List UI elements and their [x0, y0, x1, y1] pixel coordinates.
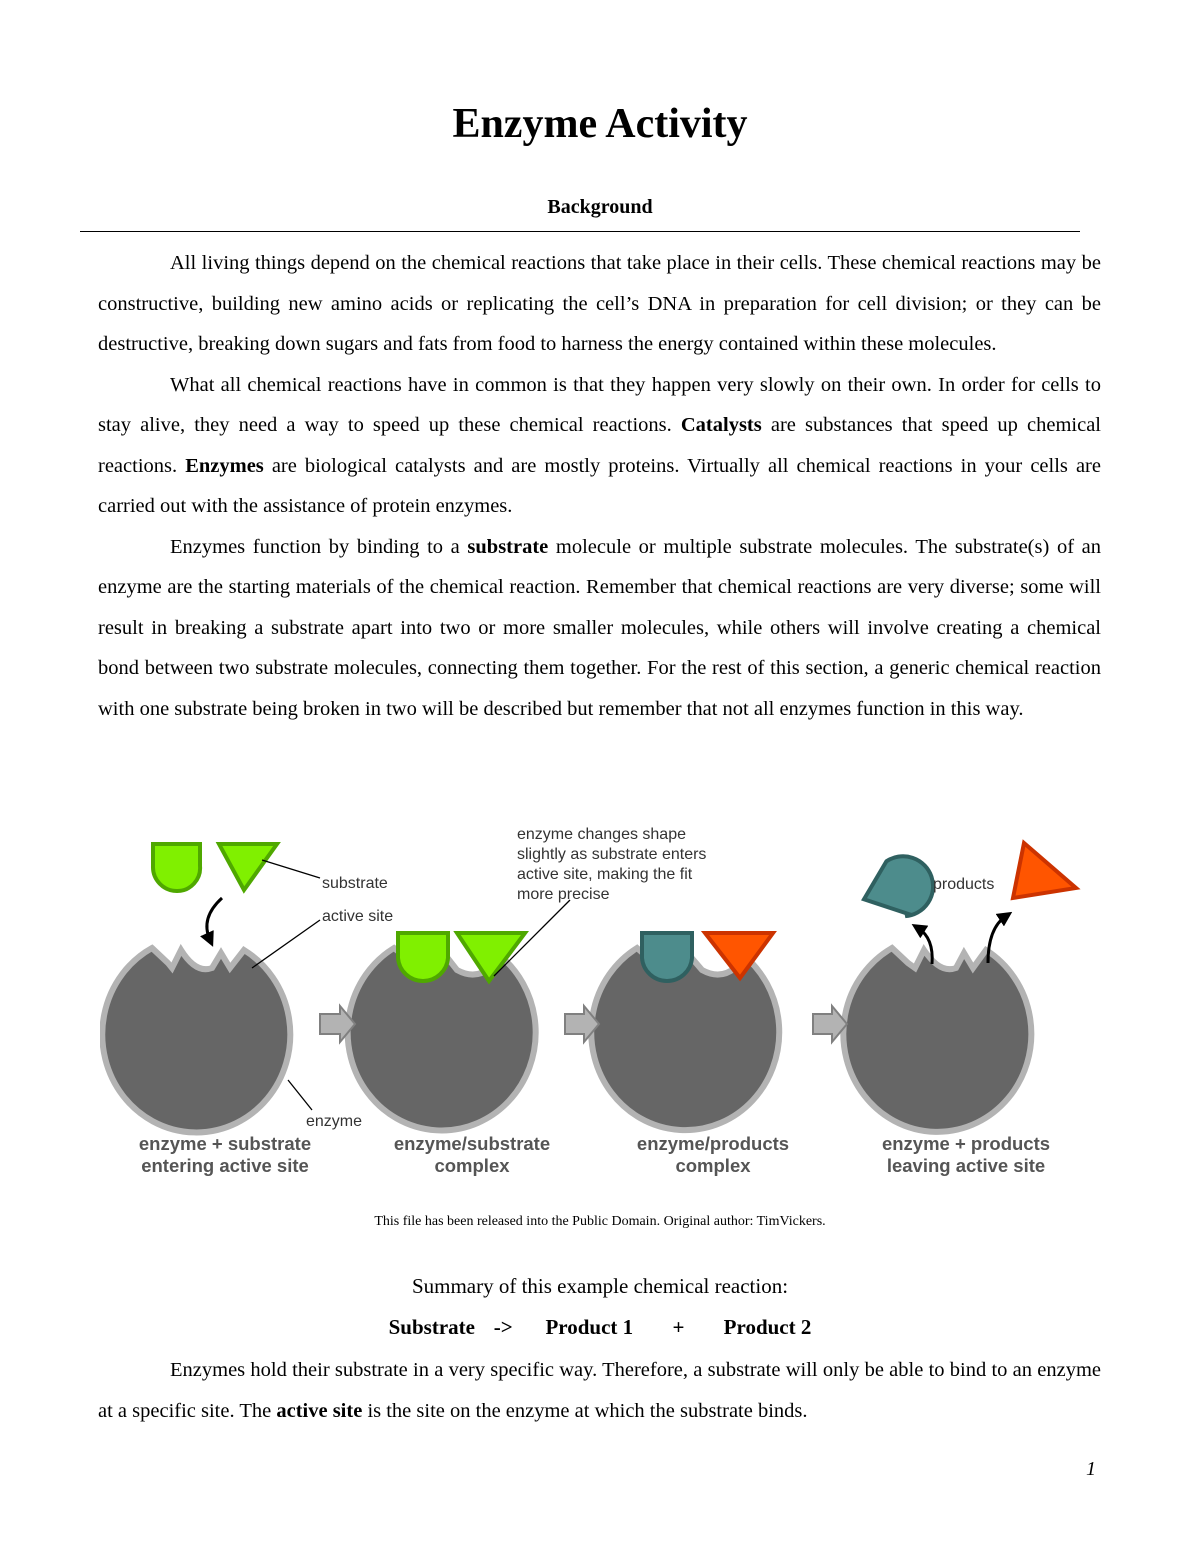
substrate-callout: substrate — [322, 875, 388, 892]
substrate-molecule — [153, 844, 277, 891]
reaction-equation — [0, 1315, 1200, 1340]
equation-product2: Product 2 — [723, 1315, 812, 1339]
page-number: 1 — [1086, 1458, 1096, 1480]
page-title: Enzyme Activity — [452, 101, 748, 147]
equation-product1: Product 1 — [545, 1315, 634, 1339]
paragraph-2 — [98, 365, 1101, 527]
stage-4-label-line1: enzyme + products — [881, 1133, 1051, 1154]
section-heading: Background — [547, 196, 653, 218]
text-run: are substances that speed up chemical reactions. — [98, 414, 1101, 477]
figure-caption: This file has been released into the Public Domain. Original author: TimVickers. — [374, 1214, 826, 1229]
text-run: are biological catalysts and are mostly proteins. Virtually all chemical reactions in your cells are carried out with the assistance of protein enzymes. — [98, 454, 1101, 517]
text-run: Enzymes hold their substrate in a very specific way. Therefore, a substrate will only be able to bind to an enzyme at a specific site. The — [98, 1359, 1101, 1422]
shape-change-callout-4: more precise — [517, 886, 610, 903]
equation-plus: + — [672, 1315, 685, 1339]
paragraph-4 — [98, 1350, 1101, 1431]
stage-1-label-line2: entering active site — [141, 1155, 309, 1176]
stage-2-label-line1: enzyme/substrate — [393, 1133, 551, 1154]
background-paragraphs — [98, 243, 1101, 729]
key-term: Enzymes — [185, 454, 264, 477]
text-run: Enzymes function by binding to a — [170, 535, 468, 558]
paragraph-1 — [98, 243, 1101, 365]
stage-2-label-line2: complex — [434, 1155, 510, 1176]
equation-substrate: Substrate — [388, 1315, 475, 1339]
enzyme-diagram — [100, 818, 1100, 1198]
shape-change-callout-3: active site, making the fit — [517, 866, 693, 883]
equation-arrow: -> — [493, 1315, 513, 1339]
stage-4-label-line2: leaving active site — [886, 1155, 1046, 1176]
enzyme-body-4 — [843, 948, 1031, 1132]
key-term: Catalysts — [680, 414, 762, 436]
text-run: molecule or multiple substrate molecules. The substrate(s) of an enzyme are the starting materials of the chemical reaction. Remember that chemical reactions are very diverse; some will result in breaking a substrate apart into two or more smaller molecules, while others will involve creating a chemical bond between two substrate molecules, connecting them together. For the rest of this section, a generic chemical reaction with one substrate being broken in two will be described but remember that not all enzymes function in this way. — [98, 535, 1101, 720]
enzyme-body-1 — [102, 948, 290, 1132]
stage-1-label-line1: enzyme + substrate — [138, 1133, 312, 1154]
active-site-callout: active site — [322, 908, 394, 925]
text-run: What all chemical reactions have in common is that they happen very slowly on their own. In order for cells to stay alive, they need a way to speed up these chemical reactions. — [98, 373, 1101, 436]
stage-3-label-line2: complex — [675, 1155, 751, 1176]
active-site-paragraph — [98, 1350, 1101, 1431]
enzyme-callout: enzyme — [306, 1113, 363, 1130]
shape-change-callout-2: slightly as substrate enters — [517, 846, 707, 863]
text-run: All living things depend on the chemical reactions that take place in their cells. These chemical reactions may be constructive, building new amino acids or replicating the cell’s DNA in preparation for cell division; or they can be destructive, breaking down sugars and fats from food to harness the energy contained within these molecules. — [98, 252, 1101, 355]
summary-lead: Summary of this example chemical reaction: — [411, 1274, 789, 1298]
paragraph-3 — [98, 527, 1101, 730]
products-callout: products — [933, 876, 995, 893]
shape-change-callout-1: enzyme changes shape — [517, 826, 686, 843]
key-term: active site — [276, 1399, 363, 1422]
heading-divider — [80, 231, 1080, 232]
text-run: is the site on the enzyme at which the substrate binds. — [362, 1399, 808, 1422]
key-term: substrate — [467, 535, 549, 558]
substrate-enter-arrow — [207, 898, 222, 940]
stage-3-label-line1: enzyme/products — [636, 1133, 790, 1154]
